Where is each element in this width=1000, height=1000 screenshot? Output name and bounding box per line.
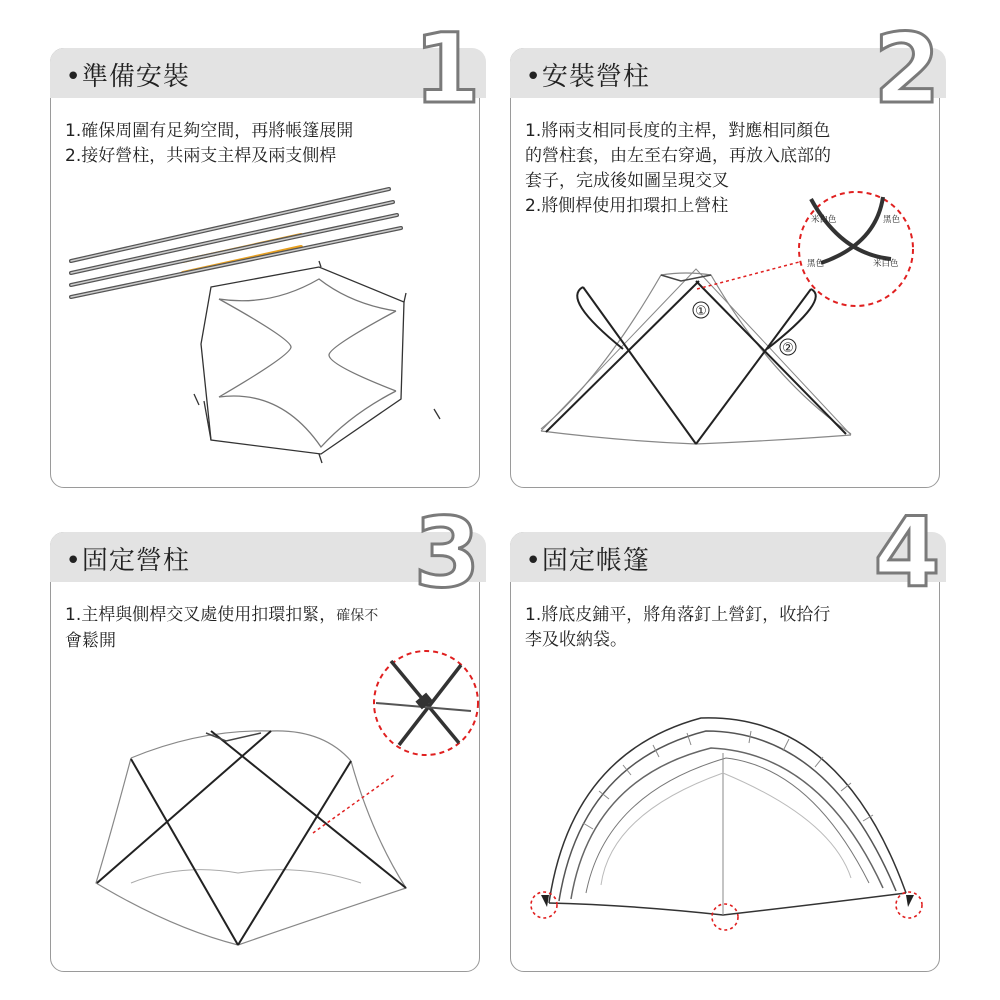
tent-flat-illustration	[194, 261, 440, 463]
tent-pitched-illustration	[549, 718, 906, 915]
svg-text:黑色: 黑色	[807, 259, 825, 269]
step-2-line-1: 1.將兩支相同長度的主桿，對應相同顏色	[525, 121, 831, 141]
step-3-panel	[50, 503, 480, 972]
step-4-line-1: 1.將底皮鋪平，將角落釘上營釘，收拾行	[525, 605, 831, 625]
step-3-title: •固定營柱	[65, 545, 190, 576]
step-4-title: •固定帳篷	[525, 545, 650, 576]
step-2-line-2: 的營柱套，由左至右穿過，再放入底部的	[525, 146, 831, 166]
step-2-illustration	[511, 49, 941, 489]
svg-text:黑色: 黑色	[883, 215, 901, 225]
svg-text:①: ①	[695, 304, 707, 319]
svg-text:米白色: 米白色	[873, 259, 899, 269]
step-1-panel	[50, 19, 480, 488]
step-3-illustration	[51, 533, 481, 973]
step-2-line-4: 2.將側桿使用扣環扣上營柱	[525, 196, 729, 216]
tent-frame-illustration	[541, 269, 851, 444]
svg-text:米白色: 米白色	[811, 215, 837, 225]
svg-text:1: 1	[413, 19, 480, 120]
step-1-line-2: 2.接好營柱，共兩支主桿及兩支側桿	[65, 146, 337, 166]
svg-text:②: ②	[782, 341, 794, 356]
step-4-illustration	[511, 533, 941, 973]
step-3-line-1: 1.主桿與側桿交叉處使用扣環扣緊，確保不	[65, 605, 379, 625]
step-1-title: •準備安裝	[65, 61, 190, 92]
buckle-callout	[313, 651, 478, 833]
color-callout	[697, 192, 913, 306]
step-3-line-2: 會鬆開	[65, 631, 116, 651]
step-4-line-2: 李及收納袋。	[525, 630, 627, 650]
tent-crossed-illustration	[96, 731, 406, 945]
step-2-title: •安裝營柱	[525, 61, 650, 92]
step-1-line-1: 1.確保周圍有足夠空間，再將帳篷展開	[65, 121, 354, 141]
step-1-illustration	[51, 49, 481, 489]
svg-text:4: 4	[873, 503, 940, 604]
svg-text:3: 3	[413, 503, 480, 604]
svg-text:2: 2	[873, 19, 940, 120]
step-4-panel	[510, 503, 940, 972]
step-2-panel	[510, 19, 940, 488]
step-2-line-3: 套子，完成後如圖呈現交叉	[525, 171, 729, 191]
